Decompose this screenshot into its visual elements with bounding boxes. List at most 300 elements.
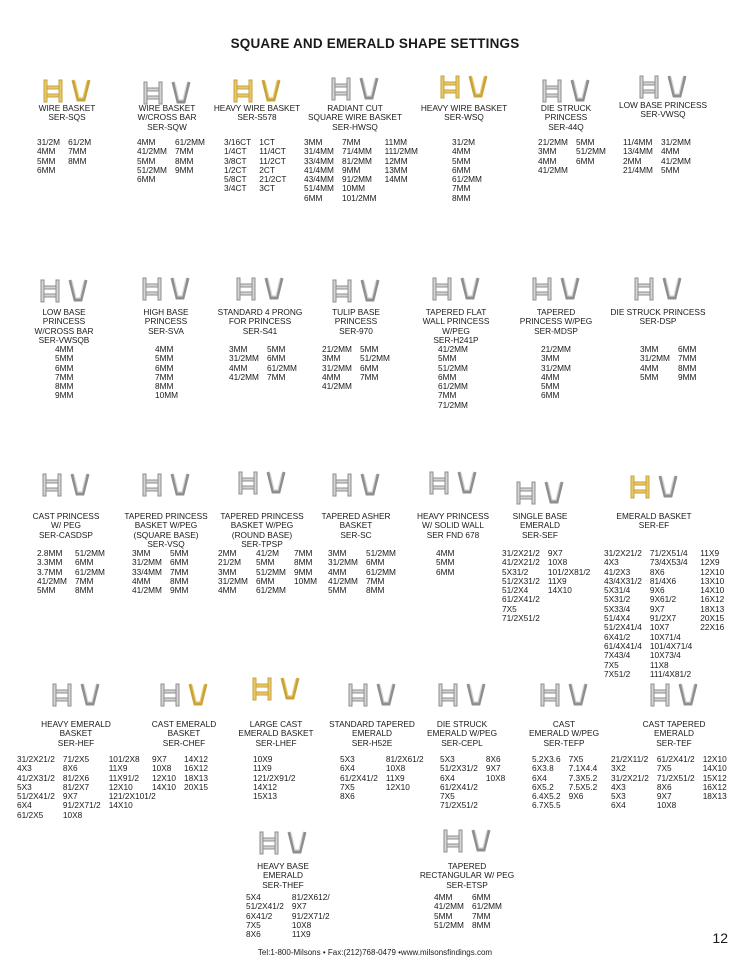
item-code: SER-THEF (262, 879, 304, 890)
size-value: 81/2X61/2 (385, 754, 424, 764)
item-label (214, 104, 300, 123)
size-value: 6MM (438, 371, 457, 382)
size-list (55, 345, 73, 401)
size-list (137, 138, 205, 184)
size-value: 4MM (452, 146, 471, 157)
size-value: 21/2MM (538, 137, 568, 147)
item-name-line: STANDARD TAPERED (329, 719, 415, 729)
item-code: SER-LHEF (255, 737, 297, 748)
item-name-line: HEAVY PRINCESS (416, 511, 490, 521)
item-name-line: TAPERED PRINCESS (124, 511, 208, 521)
size-value: 6MM (37, 164, 56, 175)
size-value: 3.3MM (37, 557, 63, 568)
size-list (452, 138, 482, 203)
size-value: 6MM (74, 557, 94, 568)
setting-top-view-icon (236, 470, 260, 496)
size-value: 5MM (169, 548, 189, 558)
size-value: 11/2CT (259, 155, 286, 166)
item-name-line: TAPERED (536, 307, 576, 317)
size-value: 9MM (293, 566, 313, 577)
size-value: 5MM (640, 371, 659, 382)
size-value: 61/2X41/2 (340, 772, 378, 783)
setting-side-view-icon (278, 676, 302, 702)
size-value: 7.1X4.4 (568, 763, 598, 774)
setting-side-view-icon (186, 682, 210, 708)
size-value: 2.8MM (37, 548, 63, 558)
size-value: 5MM (155, 353, 174, 364)
size-value: 5MM (575, 137, 595, 147)
size-value: 7MM (438, 390, 457, 401)
size-value: 31/2MM (328, 557, 358, 568)
item-name-line: EMERALD (351, 728, 393, 739)
size-value: 31/2MM (660, 137, 691, 147)
size-list (37, 549, 105, 595)
size-value: 4MM (132, 575, 151, 586)
size-value: 7MM (266, 371, 286, 382)
size-value: 7X5 (656, 763, 672, 774)
size-value: 41/2M (255, 548, 280, 558)
size-column (267, 345, 297, 382)
item-label (619, 101, 707, 120)
size-value: 10X8 (385, 763, 406, 774)
size-column (548, 549, 590, 623)
size-column (532, 755, 561, 811)
size-column (611, 755, 649, 811)
setting-photo (50, 682, 102, 708)
size-value: 7MM (452, 183, 471, 194)
item-name-line: W/PEG (442, 325, 470, 336)
size-column (175, 138, 205, 184)
size-list (304, 138, 418, 203)
size-value: 9X61/2 (649, 594, 677, 605)
item-label (423, 308, 490, 345)
item-name-line: DIE STRUCK (436, 719, 488, 729)
setting-top-view-icon (231, 78, 255, 104)
item-name-line: W/CROSS BAR (137, 112, 197, 123)
size-column (486, 755, 505, 811)
size-value: 61/2X41/2 (502, 594, 540, 605)
size-value: 7MM (74, 575, 94, 586)
size-column (472, 893, 502, 930)
size-value: 9X7 (152, 754, 167, 764)
size-value: 41/2MM (434, 901, 464, 912)
size-value: 51/2X41/2 (246, 901, 284, 912)
setting-top-view-icon (540, 78, 564, 104)
setting-side-view-icon (168, 472, 192, 498)
item-name-line: CAST PRINCESS (32, 511, 100, 521)
size-value: 12X10 (385, 781, 410, 792)
size-value: 21/2MM (541, 344, 571, 354)
size-value: 7.3X5.2 (568, 772, 598, 783)
size-value: 11X9 (385, 772, 405, 783)
size-value: 3MM (229, 344, 248, 354)
size-value: 61/4X41/4 (604, 640, 642, 651)
size-value: 81/2X6 (62, 772, 90, 783)
item-name-line: PRINCESS (334, 316, 378, 327)
size-value: 21/2MM (322, 344, 352, 354)
size-list (224, 138, 286, 194)
setting-side-view-icon (558, 276, 582, 302)
item-label (520, 308, 592, 336)
item-name-line: WIRE BASKET (38, 103, 96, 113)
size-value: 71/2MM (438, 399, 468, 410)
setting-top-view-icon (329, 76, 353, 102)
item-name-line: WIRE BASKET (138, 103, 196, 113)
size-value: 20X15 (700, 613, 725, 624)
size-value: 91/2X71/2 (291, 910, 330, 921)
size-value: 3MM (328, 548, 347, 558)
size-value: 12X10 (700, 566, 725, 577)
item-name-line: EMERALD (519, 520, 561, 531)
size-value: 6.7X5.5 (532, 800, 561, 811)
size-value: 11MM (384, 137, 408, 147)
setting-side-view-icon (264, 470, 288, 496)
item-label (41, 720, 111, 748)
size-value: 7X5 (340, 781, 355, 792)
item-name-line: BASKET W/PEG (230, 520, 294, 531)
size-value: 12X10 (702, 754, 727, 764)
size-value: 4X3 (611, 781, 626, 792)
size-value: 18X13 (184, 772, 208, 783)
size-value: 31/2X21/2 (604, 548, 642, 558)
size-value: 4MM (434, 892, 453, 902)
size-value: 13MM (384, 164, 408, 175)
size-value: 3MM (538, 146, 557, 157)
setting-top-view-icon (158, 682, 182, 708)
size-value: 33/4MM (132, 566, 162, 577)
setting-side-view-icon (466, 74, 490, 100)
size-value: 8X6 (485, 754, 501, 764)
size-value: 1CT (259, 137, 275, 147)
size-column (340, 755, 378, 801)
size-value: 51/2X41/4 (604, 622, 642, 633)
size-value: 9X7 (485, 763, 501, 774)
size-value: 101/2MM (341, 192, 377, 203)
item-name-line: STANDARD 4 PRONG (217, 307, 303, 317)
setting-side-view-icon (660, 276, 684, 302)
size-list (218, 549, 317, 595)
size-value: 3MM (541, 353, 560, 364)
size-value: 4MM (37, 146, 56, 157)
size-column (152, 755, 176, 792)
size-value: 111/2MM (384, 146, 418, 157)
item-name-line: LARGE CAST (249, 719, 303, 729)
size-value: 31/2X21/2 (611, 772, 649, 783)
size-value: 31/2M (37, 137, 61, 147)
size-value: 61/2MM (174, 137, 205, 147)
size-column (385, 138, 418, 203)
size-value: 5X3 (340, 754, 355, 764)
size-value: 7MM (365, 575, 385, 586)
size-list (17, 755, 156, 820)
setting-top-view-icon (427, 470, 451, 496)
size-list (434, 893, 502, 930)
size-value: 5X3 (17, 781, 32, 792)
size-value: 3MM (218, 566, 237, 577)
size-list (322, 345, 390, 391)
setting-top-view-icon (140, 472, 164, 498)
size-value: 16X12 (702, 781, 727, 792)
size-value: 12MM (384, 155, 408, 166)
setting-photo (330, 472, 382, 498)
setting-side-view-icon (665, 74, 689, 100)
setting-side-view-icon (357, 76, 381, 102)
size-column (569, 755, 598, 811)
size-column (700, 549, 724, 679)
size-column (68, 138, 91, 175)
size-value: 10X7 (649, 622, 670, 633)
size-value: 11X9 (700, 548, 720, 558)
size-column (259, 138, 286, 194)
size-value: 43/4MM (304, 174, 334, 185)
item-code: SER-S578 (237, 112, 277, 123)
item-label (611, 308, 706, 327)
size-list (440, 755, 505, 811)
size-value: 7.5X5.2 (568, 781, 598, 792)
item-label (321, 512, 390, 540)
size-value: 4MM (229, 362, 248, 373)
setting-side-view-icon (458, 276, 482, 302)
size-column (184, 755, 208, 792)
size-value: 14X12 (253, 781, 277, 792)
item-code: SER-CEPL (441, 737, 483, 748)
size-value: 3/4CT (224, 183, 247, 194)
item-name-line: FOR PRINCESS (228, 316, 292, 327)
size-column (650, 549, 692, 679)
size-column (541, 345, 571, 401)
size-value: 5X4 (246, 892, 261, 902)
size-value: 81/4X6 (649, 575, 677, 586)
size-value: 7MM (155, 371, 174, 382)
size-value: 6X4 (440, 772, 455, 783)
setting-photo (637, 74, 689, 100)
size-column (436, 549, 454, 577)
size-value: 21/4MM (623, 164, 653, 175)
size-list (611, 755, 727, 811)
setting-side-view-icon (358, 278, 382, 304)
size-column (109, 755, 156, 820)
size-column (328, 549, 358, 595)
item-name-line: CAST EMERALD (151, 719, 217, 729)
size-column (294, 549, 317, 595)
size-value: 41/2MM (322, 381, 352, 392)
size-list (37, 138, 91, 175)
size-value: 41/2X31/2 (17, 772, 55, 783)
item-label (421, 104, 507, 123)
size-value: 9X7 (291, 901, 307, 912)
item-label (39, 104, 96, 123)
size-value: 41/4MM (304, 164, 334, 175)
size-value: 73/4X53/4 (649, 557, 688, 568)
item-label (308, 104, 402, 132)
size-value: 16X12 (700, 594, 725, 605)
setting-top-view-icon (250, 676, 274, 702)
size-value: 9MM (341, 164, 361, 175)
size-value: 12X9 (700, 557, 720, 568)
size-value: 101/4X71/4 (649, 640, 693, 651)
setting-photo (236, 470, 288, 496)
size-value: 81/2MM (341, 155, 372, 166)
setting-photo (538, 682, 590, 708)
setting-photo (41, 78, 93, 104)
item-label (420, 862, 514, 890)
setting-photo (234, 276, 286, 302)
setting-side-view-icon (568, 78, 592, 104)
size-value: 51/2MM (255, 566, 286, 577)
size-list (229, 345, 297, 382)
item-name-line: RADIANT CUT (327, 103, 383, 113)
item-code: SER-S41 (242, 325, 278, 336)
size-value: 61/2MM (452, 174, 482, 185)
size-column (703, 755, 727, 811)
size-column (137, 138, 167, 184)
size-value: 5X31/2 (604, 594, 631, 605)
item-name-line: SINGLE BASE (512, 511, 568, 521)
setting-top-view-icon (648, 682, 672, 708)
item-code: SER FND 678 (426, 529, 480, 540)
item-label (34, 308, 93, 345)
size-value: 7X51/2 (604, 668, 631, 679)
size-value: 6X3.8 (532, 763, 554, 774)
size-value: 6MM (677, 344, 697, 354)
size-value: 4MM (137, 137, 156, 147)
item-code: SER-970 (339, 325, 373, 336)
size-column (224, 138, 251, 194)
size-value: 5MM (541, 381, 560, 392)
size-column (360, 345, 390, 391)
size-column (657, 755, 695, 811)
size-column (132, 549, 162, 595)
setting-side-view-icon (455, 470, 479, 496)
size-value: 6MM (155, 362, 174, 373)
size-value: 31/2MM (541, 362, 571, 373)
size-value: 14X10 (547, 585, 572, 596)
size-column (576, 138, 606, 175)
size-value: 31/2X21/2 (502, 548, 540, 558)
size-value: 6MM (266, 353, 286, 364)
size-value: 71/2X51/4 (649, 548, 688, 558)
size-value: 8X6 (656, 781, 672, 792)
size-value: 7MM (359, 371, 379, 382)
size-value: 10X71/4 (649, 631, 681, 642)
size-column (292, 893, 330, 939)
setting-photo (38, 278, 90, 304)
item-name-line: EMERALD BASKET (616, 511, 692, 521)
setting-side-view-icon (656, 474, 680, 500)
setting-photo (231, 78, 283, 104)
size-column (155, 345, 178, 401)
size-column (342, 138, 377, 203)
size-value: 7X5 (502, 603, 517, 614)
size-value: 11X9 (253, 763, 272, 774)
size-value: 41/2MM (328, 575, 358, 586)
item-label (220, 512, 303, 549)
size-value: 6MM (541, 390, 560, 401)
size-value: 16X12 (184, 763, 208, 774)
size-value: 31/2MM (229, 353, 259, 364)
size-value: 7MM (677, 353, 697, 364)
size-list (438, 345, 468, 410)
item-label (513, 512, 568, 540)
size-value: 4MM (55, 344, 74, 354)
item-code: SER-WSQ (444, 112, 484, 123)
setting-top-view-icon (441, 828, 465, 854)
size-value: 7X5 (246, 919, 261, 930)
setting-side-view-icon (464, 682, 488, 708)
size-value: 7X43/4 (604, 650, 631, 661)
size-value: 4X3 (17, 763, 32, 774)
setting-side-view-icon (374, 682, 398, 708)
setting-photo (257, 830, 309, 856)
size-value: 6X4 (340, 763, 355, 774)
item-label (152, 720, 216, 748)
item-name-line: HEAVY WIRE BASKET (420, 103, 508, 113)
size-value: 9MM (677, 371, 697, 382)
size-column (538, 138, 568, 175)
size-value: 33/4MM (304, 155, 334, 166)
size-value: 31/2M (452, 137, 476, 147)
size-column (322, 345, 352, 391)
size-value: 8MM (293, 557, 313, 568)
setting-top-view-icon (438, 74, 462, 100)
size-value: 6X41/2 (246, 910, 273, 921)
item-label (643, 720, 706, 748)
size-value: 10X73/4 (649, 650, 681, 661)
size-column (229, 345, 259, 382)
size-list (532, 755, 597, 811)
size-value: 51/2MM (74, 548, 105, 558)
size-value: 14MM (384, 174, 408, 185)
setting-photo (632, 276, 684, 302)
size-value: 7MM (471, 910, 491, 921)
size-value: 31/2MM (322, 362, 352, 373)
size-list (328, 549, 396, 595)
size-value: 9X6 (568, 791, 584, 802)
size-value: 11/4CT (259, 146, 286, 157)
setting-top-view-icon (436, 682, 460, 708)
size-value: 9X7 (656, 791, 672, 802)
page-number: 12 (712, 930, 728, 946)
size-value: 61/2MM (438, 381, 468, 392)
size-value: 51/2MM (359, 353, 390, 364)
item-label (218, 308, 303, 336)
setting-photo (427, 470, 479, 496)
size-value: 4MM (538, 155, 557, 166)
item-code: SER-TEF (656, 737, 692, 748)
item-label (257, 862, 309, 890)
item-code: SER-ETSP (446, 879, 488, 890)
size-value: 51/2MM (137, 164, 167, 175)
item-name-line: BASKET (59, 728, 93, 739)
size-value: 6MM (359, 362, 379, 373)
setting-photo (441, 828, 493, 854)
size-value: 31/2MM (640, 353, 670, 364)
size-value: 31/2X21/2 (17, 754, 55, 764)
size-value: 3.7MM (37, 566, 63, 577)
size-value: 3MM (132, 548, 151, 558)
size-column (366, 549, 396, 595)
size-value: 41/2MM (137, 146, 167, 157)
size-value: 101/2X8 (108, 754, 140, 764)
setting-top-view-icon (430, 276, 454, 302)
size-column (661, 138, 691, 175)
size-value: 4MM (322, 371, 341, 382)
size-value: 61/2MM (365, 566, 396, 577)
size-list (623, 138, 691, 175)
size-value: 3/8CT (224, 155, 247, 166)
size-value: 4MM (328, 566, 347, 577)
size-column (75, 549, 105, 595)
